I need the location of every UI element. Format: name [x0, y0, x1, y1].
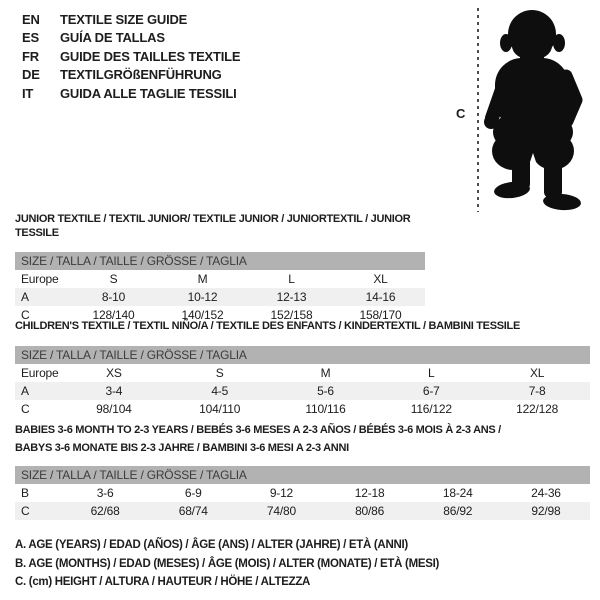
cell-value: S	[215, 366, 224, 380]
section-title	[15, 319, 590, 333]
cell-value: M	[197, 272, 208, 286]
footnote-line: B. AGE (MONTHS) / EDAD (MESES) / ÂGE (MOIS) / ALTER (MONATE) / ETÀ (MESI)	[15, 557, 440, 570]
language-code: DE	[22, 67, 40, 83]
cell-value: 74/80	[266, 504, 296, 518]
row-label: C	[21, 402, 30, 416]
cell-value: 104/110	[199, 402, 241, 416]
cell-value: 152/158	[270, 308, 313, 322]
section-title	[15, 212, 425, 240]
language-row	[22, 29, 240, 47]
section-title-line: BABYS 3-6 MONATE BIS 2-3 JAHRE / BAMBINI 3-6 MESI A 2-3 ANNI	[15, 442, 349, 454]
cell-value: L	[288, 272, 295, 286]
cell-value: 8-10	[101, 290, 126, 304]
row-label: Europe	[21, 366, 59, 380]
junior-size-table	[15, 252, 425, 324]
language-code: ES	[22, 30, 39, 46]
section-title-line: BABIES 3-6 MONTH TO 2-3 YEARS / BEBÉS 3-6 MESES A 2-3 AÑOS / BÉBÉS 3-6 MOIS À 2-3 ANS /	[15, 424, 501, 436]
table-body	[15, 484, 590, 520]
cell-value: 3-6	[96, 486, 114, 500]
cell-value: 4-5	[211, 384, 229, 398]
cell-value: 12-18	[354, 486, 385, 500]
cell-value: 24-36	[531, 486, 561, 500]
cell-value: L	[428, 366, 435, 380]
table-row	[15, 400, 590, 418]
language-code: FR	[22, 48, 39, 64]
table-size-header: SIZE / TALLA / TAILLE / GRÖSSE / TAGLIA	[15, 346, 590, 364]
cell-value: 6-7	[422, 384, 440, 398]
table-size-header: SIZE / TALLA / TAILLE / GRÖSSE / TAGLIA	[15, 252, 425, 270]
table-row	[15, 364, 590, 382]
cell-value: XL	[529, 366, 545, 380]
row-label: A	[21, 384, 29, 398]
table-row	[15, 270, 425, 288]
cell-value: 128/140	[92, 308, 135, 322]
footnotes	[15, 536, 439, 592]
table-row	[15, 502, 590, 520]
cell-value: M	[320, 366, 331, 380]
cell-value: 86/92	[443, 504, 473, 518]
cell-value: 62/68	[90, 504, 120, 518]
baby-silhouette-icon	[482, 4, 596, 212]
footnote-line: C. (cm) HEIGHT / ALTURA / HAUTEUR / HÖHE / ALTEZZA	[15, 576, 311, 589]
cell-value: XS	[106, 366, 122, 380]
cell-value: 12-13	[276, 290, 307, 304]
cell-value: 98/104	[96, 402, 132, 416]
row-label: C	[21, 504, 30, 518]
language-code: IT	[22, 85, 34, 101]
section-babies-textile	[15, 421, 590, 520]
language-row	[22, 85, 240, 103]
language-row	[22, 66, 240, 84]
babies-size-table	[15, 466, 590, 520]
table-body	[15, 364, 590, 418]
cell-value: 9-12	[269, 486, 294, 500]
cell-value: XL	[373, 272, 388, 286]
language-row	[22, 11, 240, 29]
language-title-list	[22, 11, 240, 103]
language-title: TEXTILGRÖßENFÜHRUNG	[60, 67, 222, 83]
section-junior-textile	[15, 212, 425, 324]
cell-value: 3-4	[105, 384, 123, 398]
cell-value: 68/74	[178, 504, 208, 518]
cell-value: S	[109, 272, 118, 286]
row-label: Europe	[21, 272, 59, 286]
table-row	[15, 382, 590, 400]
height-measure-label: C	[456, 106, 466, 121]
language-title: GUIDA ALLE TAGLIE TESSILI	[60, 85, 237, 101]
cell-value: 158/170	[359, 308, 402, 322]
section-title	[15, 421, 590, 457]
cell-value: 18-24	[442, 486, 473, 500]
language-title: GUÍA DE TALLAS	[60, 30, 165, 46]
section-title-line: CHILDREN'S TEXTILE / TEXTIL NIÑO/A / TEXTILE DES ENFANTS / KINDERTEXTIL / BAMBINI TESSILE	[15, 320, 520, 332]
cell-value: 10-12	[187, 290, 218, 304]
childrens-size-table	[15, 346, 590, 418]
table-body	[15, 270, 425, 324]
table-row	[15, 484, 590, 502]
language-row	[22, 48, 240, 66]
cell-value: 5-6	[317, 384, 334, 398]
cell-value: 14-16	[365, 290, 396, 304]
cell-value: 7-8	[528, 384, 546, 398]
cell-value: 140/152	[181, 308, 224, 322]
section-title-line: JUNIOR TEXTILE / TEXTIL JUNIOR/ TEXTILE JUNIOR / JUNIORTEXTIL / JUNIOR TESSILE	[15, 213, 411, 239]
language-title: GUIDE DES TAILLES TEXTILE	[60, 48, 241, 64]
row-label: B	[21, 486, 29, 500]
table-size-header: SIZE / TALLA / TAILLE / GRÖSSE / TAGLIA	[15, 466, 590, 484]
row-label: C	[21, 308, 30, 322]
row-label: A	[21, 290, 29, 304]
cell-value: 92/98	[531, 504, 561, 518]
cell-value: 116/122	[410, 402, 452, 416]
table-row	[15, 288, 425, 306]
height-dashed-line	[476, 8, 480, 212]
language-code: EN	[22, 12, 40, 27]
cell-value: 80/86	[355, 504, 385, 518]
section-childrens-textile	[15, 319, 590, 418]
cell-value: 122/128	[516, 402, 559, 416]
cell-value: 110/116	[305, 402, 346, 416]
cell-value: 6-9	[184, 486, 202, 500]
language-title: TEXTILE SIZE GUIDE	[60, 12, 188, 27]
footnote-line: A. AGE (YEARS) / EDAD (AÑOS) / ÂGE (ANS) / ALTER (JAHRE) / ETÀ (ANNI)	[15, 539, 408, 551]
